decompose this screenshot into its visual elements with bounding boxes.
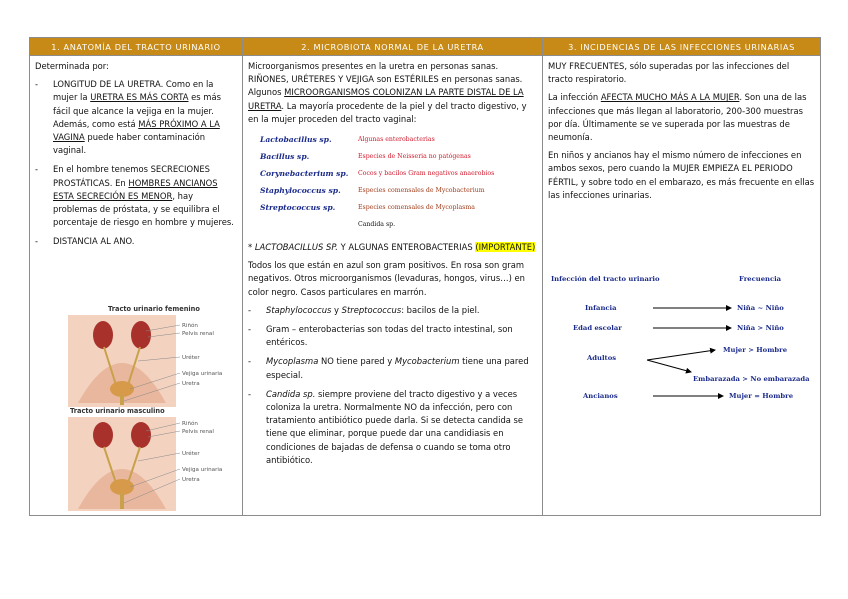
freq-age: Adultos <box>587 354 617 362</box>
organism-gram-negative: Algunas enterobacterias <box>358 136 435 144</box>
freq-value: Mujer > Hombre <box>723 346 788 354</box>
freq-header-infection: Infección del tracto urinario <box>551 275 660 283</box>
freq-value: Mujer = Hombre <box>729 392 794 400</box>
freq-value: Niña > Niño <box>737 324 784 332</box>
anatomy-bullet-anus: - DISTANCIA AL ANO. <box>35 236 135 247</box>
microbiota-intro: Microorganismos presentes en la uretra en personas sanas. RIÑONES, URÉTERES Y VEJIGA son ESTÉRILES en personas sanas. Algunos MICROORGANISMOS COLONIZAN LA PARTE DISTAL DE LA URETRA. La mayoría procedente de la piel y del tracto digestivo, y en la mujer proceden del tracto vaginal: <box>248 61 527 124</box>
svg-text:Vejiga urinaria: Vejiga urinaria <box>182 467 223 473</box>
male-urinary-tract-illustration <box>68 405 240 513</box>
anatomy-intro: Determinada por: <box>35 61 109 71</box>
summary-table <box>29 37 821 516</box>
organism-gram-positive: Staphylococcus sp. <box>260 186 341 196</box>
microbiota-bullet-skin: - Staphylococcus y Streptococcus: bacilos de la piel. <box>248 304 480 315</box>
freq-age: Ancianos <box>583 392 618 400</box>
column-microbiota <box>243 38 543 515</box>
incidence-women: La infección AFECTA MUCHO MÁS A LA MUJER. Son una de las infecciones que más llegan al laboratorio, 200-300 muestras por día. Últimamente se ve superada por las muestras de neumonía. <box>548 92 807 143</box>
incidence-frequency: MUY FRECUENTES, sólo superadas por las infecciones del tracto respiratorio. <box>548 61 790 85</box>
svg-text:Tracto urinario masculino: Tracto urinario masculino <box>70 407 165 415</box>
freq-age: Infancia <box>585 304 617 312</box>
freq-value: Embarazada > No embarazada <box>693 375 810 383</box>
svg-text:Riñón: Riñón <box>182 323 198 329</box>
color-legend-text: Todos los que están en azul son gram positivos. En rosa son gram negativos. Otros microorganismos (levaduras, hongos, virus…) en color negro. Casos particulares en marrón. <box>248 260 525 297</box>
organism-gram-negative: Cocos y bacilos Gram negativos anaerobios <box>358 170 495 178</box>
organism-gram-positive: Corynebacterium sp. <box>260 169 349 179</box>
organism-gram-positive: Lactobacillus sp. <box>260 135 332 145</box>
svg-text:Uréter: Uréter <box>182 451 200 457</box>
organism-gram-negative: Especies de Neisseria no patógenas <box>358 153 471 161</box>
organism-list <box>260 131 537 233</box>
organism-other: Candida sp. <box>358 221 396 229</box>
important-note: * LACTOBACILLUS SP. Y ALGUNAS ENTEROBACTERIAS (IMPORTANTE) <box>248 242 536 253</box>
freq-header-frequency: Frecuencia <box>739 275 782 283</box>
female-urinary-tract-illustration <box>68 303 240 408</box>
microbiota-bullet-enteric: - Gram – enterobacterias son todas del tracto intestinal, son entéricos. <box>248 324 513 348</box>
freq-value: Niña ~ Niño <box>737 304 784 312</box>
svg-text:Riñón: Riñón <box>182 421 198 427</box>
organism-special: Especies comensales de Mycobacterium <box>358 187 485 195</box>
svg-text:Uretra: Uretra <box>182 381 200 387</box>
svg-text:Vejiga urinaria: Vejiga urinaria <box>182 371 223 377</box>
organism-gram-positive: Bacillus sp. <box>260 152 310 162</box>
freq-age: Edad escolar <box>573 324 622 332</box>
header-microbiota: 2. MICROBIOTA NORMAL DE LA URETRA <box>243 38 542 56</box>
svg-text:Pelvis renal: Pelvis renal <box>182 331 214 337</box>
incidence-age: En niños y ancianos hay el mismo número de infecciones en ambos sexos, pero cuando la MUJER EMPIEZA EL PERIODO FÉRTIL, y sobre todo en el embarazo, es más frecuente en ellas las infecciones urinarias. <box>548 150 815 200</box>
header-anatomy: 1. ANATOMÍA DEL TRACTO URINARIO <box>30 38 242 56</box>
svg-text:Tracto urinario femenino: Tracto urinario femenino <box>108 305 200 313</box>
column-anatomy <box>30 38 243 515</box>
svg-text:Uretra: Uretra <box>182 477 200 483</box>
svg-text:Uréter: Uréter <box>182 355 200 361</box>
organism-gram-positive: Streptococcus sp. <box>260 203 336 213</box>
organism-special: Especies comensales de Mycoplasma <box>358 204 475 212</box>
header-incidence: 3. INCIDENCIAS DE LAS INFECCIONES URINARIAS <box>543 38 820 56</box>
anatomy-bullet-prostate: - En el hombre tenemos SECRECIONES PROSTÁTICAS. En HOMBRES ANCIANOS ESTA SECRECIÓN ES MENOR, hay problemas de próstata, y se equilibra el porcentaje de riesgo en hombre y mujeres. <box>35 164 234 228</box>
column-incidence <box>543 38 820 515</box>
microbiota-bullet-candida: - Candida sp. siempre proviene del tracto digestivo y a veces coloniza la uretra. Normalmente NO da infección, pero con tratamiento antibiótico puede darla. Si se detecta candida se tiene que eliminar, porque puede dar una candidiasis en condiciones de bajadas de defensa o cuando se toma otro antibiótico. <box>248 388 524 465</box>
anatomy-bullet-length: - LONGITUD DE LA URETRA. Como en la mujer la URETRA ES MÁS CORTA es más fácil que alcance la vejiga en la mujer. Además, como está MÁS PRÓXIMO A LA VAGINA puede haber contaminación vaginal. <box>35 79 221 156</box>
frequency-diagram <box>543 268 820 408</box>
svg-text:Pelvis renal: Pelvis renal <box>182 429 214 435</box>
microbiota-bullet-wall: - Mycoplasma NO tiene pared y Mycobacterium tiene una pared especial. <box>248 356 529 380</box>
